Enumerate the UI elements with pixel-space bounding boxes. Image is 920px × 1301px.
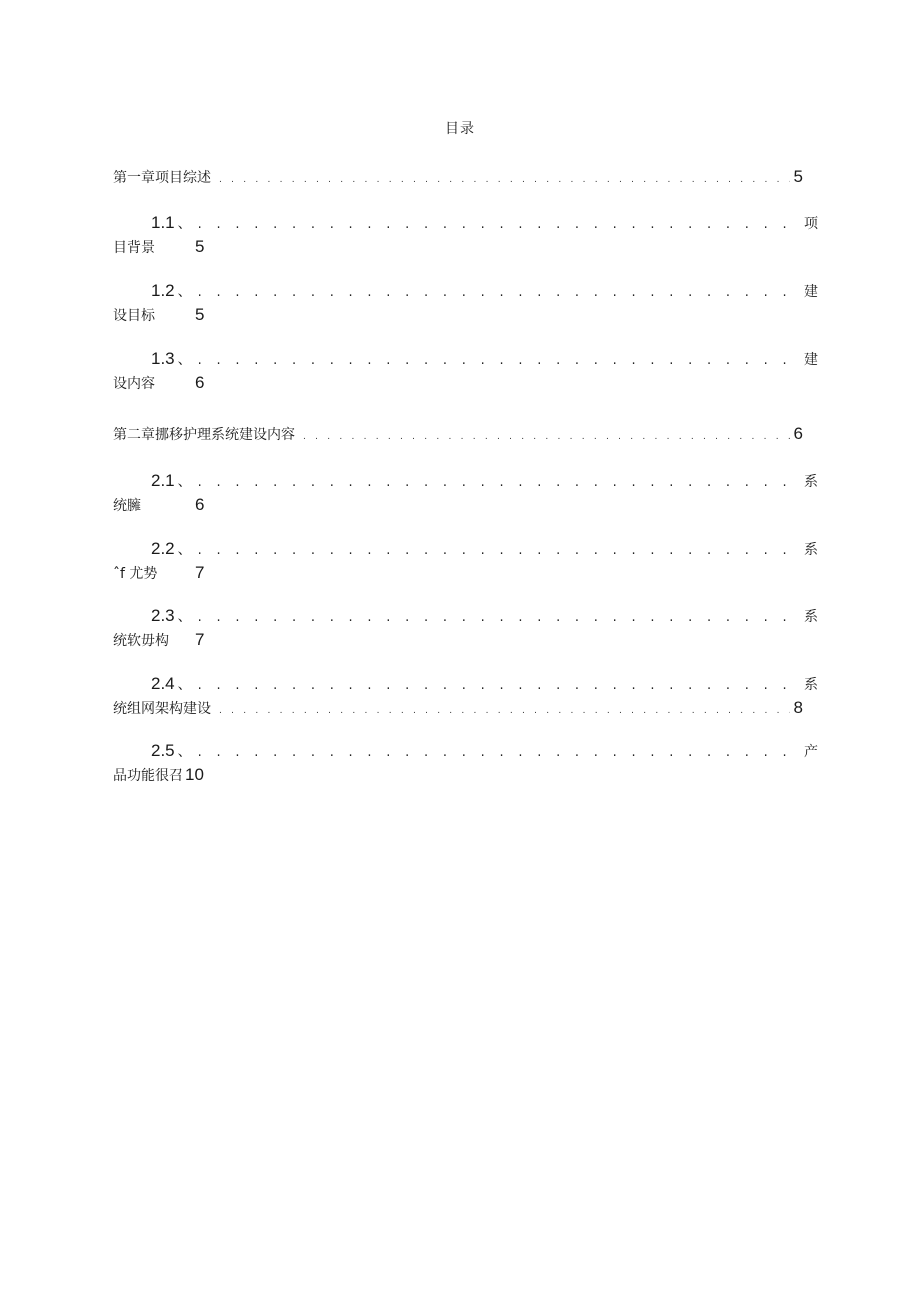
section-separator: 、 [177, 744, 192, 760]
section-page-number: 10 [185, 765, 204, 784]
dot-leader [198, 745, 802, 760]
section-title-rest: 设内容 [113, 376, 155, 392]
section-number: 2.5 [151, 741, 175, 760]
toc-section-2-3[interactable] [113, 606, 818, 658]
section-number: 1.1 [151, 213, 175, 232]
section-title-start: 系 [804, 542, 818, 558]
dot-leader [198, 610, 802, 625]
toc-section-1-2[interactable] [113, 281, 818, 333]
section-separator: 、 [177, 677, 192, 693]
section-page-number: 7 [195, 563, 205, 582]
section-number: 2.3 [151, 606, 175, 625]
section-title-start: 系 [804, 609, 818, 625]
section-separator: 、 [177, 609, 192, 625]
dot-leader [198, 475, 802, 490]
section-separator: 、 [177, 352, 192, 368]
chapter-label: 第二章挪移护理系统建设内容 [113, 427, 295, 443]
toc-section-1-1[interactable] [113, 213, 818, 265]
section-title-rest: 目背景 [113, 240, 155, 256]
section-page-number: 8 [793, 698, 803, 717]
section-title-start: 建 [804, 352, 818, 368]
dot-leader [219, 175, 790, 185]
section-page-number: 6 [195, 495, 205, 514]
dot-leader [198, 217, 802, 232]
section-separator: 、 [177, 284, 192, 300]
section-title-rest: 统软毋构 [113, 633, 169, 649]
section-page-number: 6 [195, 373, 205, 392]
dot-leader [198, 353, 802, 368]
section-title-start: 项 [804, 216, 818, 232]
chapter-page-number: 6 [793, 424, 803, 443]
section-title-start: 建 [804, 284, 818, 300]
section-page-number: 7 [195, 630, 205, 649]
section-separator: 、 [177, 542, 192, 558]
dot-leader [198, 285, 802, 300]
section-number: 1.2 [151, 281, 175, 300]
toc-section-2-1[interactable] [113, 471, 818, 523]
chapter-label: 第一章项目综述 [113, 170, 211, 186]
dot-leader [303, 432, 790, 442]
section-separator: 、 [177, 216, 192, 232]
section-title-rest: ˆf 尤势 [113, 566, 158, 582]
section-title-rest: 品功能很召 [113, 768, 183, 784]
section-title-start: 产 [804, 744, 818, 760]
dot-leader [198, 543, 802, 558]
dot-leader [219, 706, 790, 716]
toc-section-2-2[interactable] [113, 539, 818, 591]
toc-title: 目录 [445, 121, 475, 137]
section-separator: 、 [177, 474, 192, 490]
chapter-page-number: 5 [793, 167, 803, 186]
section-title-start: 系 [804, 474, 818, 490]
dot-leader [198, 678, 802, 693]
section-number: 2.4 [151, 674, 175, 693]
section-page-number: 5 [195, 237, 205, 256]
section-number: 2.2 [151, 539, 175, 558]
section-title-rest: 统臃 [113, 498, 141, 514]
section-title-rest: 统组网架构建设 [113, 701, 211, 717]
section-title-rest: 设目标 [113, 308, 155, 324]
toc-chapter-1[interactable] [113, 167, 803, 187]
toc-section-2-4[interactable] [113, 674, 818, 726]
toc-section-2-5[interactable] [113, 741, 818, 793]
toc-section-1-3[interactable] [113, 349, 818, 401]
toc-chapter-2[interactable] [113, 424, 803, 444]
section-page-number: 5 [195, 305, 205, 324]
section-title-start: 系 [804, 677, 818, 693]
section-number: 1.3 [151, 349, 175, 368]
section-number: 2.1 [151, 471, 175, 490]
